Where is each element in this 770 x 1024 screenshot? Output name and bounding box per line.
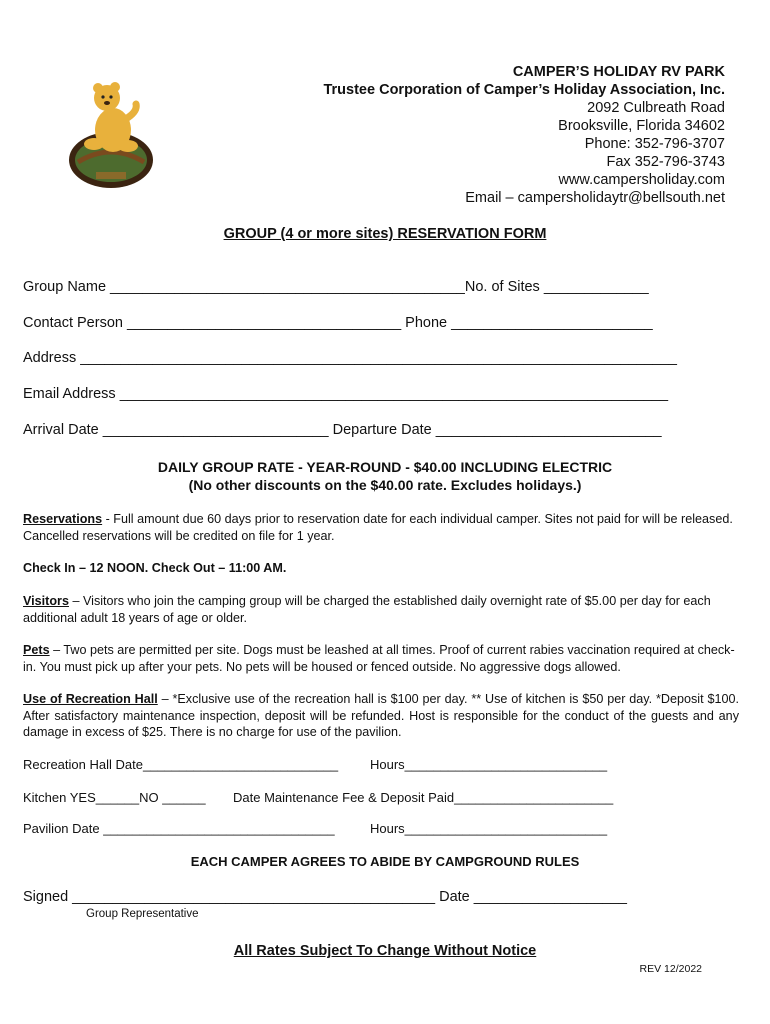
group-name-field[interactable]: Group Name ____________________________________________No. of Sites _____________: [23, 279, 649, 295]
phone-number: Phone: 352-796-3707: [584, 136, 725, 152]
visitors-policy: [23, 593, 739, 626]
form-title: GROUP (4 or more sites) RESERVATION FORM: [223, 226, 547, 242]
revision-label: REV 12/2022: [639, 963, 702, 975]
reservations-text: - Full amount due 60 days prior to reservation date for each individual camper. Sites not paid for will be released. Cancelled reservations will be credited on file for 1 year.: [23, 512, 733, 543]
maintenance-fee-field[interactable]: Date Maintenance Fee & Deposit Paid______________________: [233, 790, 614, 805]
contact-person-field[interactable]: Contact Person __________________________________ Phone _________________________: [23, 315, 653, 331]
pets-text: – Two pets are permitted per site. Dogs must be leashed at all times. Proof of current rabies vaccination required at check-in. You must pick up after your pets. No pets will be housed or fenced outside. No aggressive dogs allowed.: [23, 643, 735, 674]
fax-number: Fax 352-796-3743: [606, 154, 725, 170]
recreation-hall-date-field[interactable]: Recreation Hall Date___________________________: [23, 757, 339, 772]
pets-policy: [23, 642, 739, 675]
recreation-hall-policy: [23, 691, 739, 741]
visitors-heading: Visitors: [23, 594, 69, 608]
address-field[interactable]: Address __________________________________________________________________________: [23, 350, 677, 366]
kitchen-field[interactable]: Kitchen YES______NO ______: [23, 790, 206, 805]
pavilion-hours-field[interactable]: Hours____________________________: [370, 821, 608, 836]
recreation-hall-hours-field[interactable]: Hours____________________________: [370, 757, 608, 772]
street-address: 2092 Culbreath Road: [587, 100, 725, 116]
pavilion-date-field[interactable]: Pavilion Date ________________________________: [23, 821, 335, 836]
city-address: Brooksville, Florida 34602: [558, 118, 725, 134]
recreation-hall-text: – *Exclusive use of the recreation hall is $100 per day. ** Use of kitchen is $50 per day. *Deposit $100. After satisfactory maintenance inspection, deposit will be refunded. Host is responsible for the conduct of the guests and any damage in excess of $25. There is no charge for use of the pavilion.: [23, 692, 739, 739]
group-representative-label: Group Representative: [86, 908, 199, 920]
daily-rate: DAILY GROUP RATE - YEAR-ROUND - $40.00 INCLUDING ELECTRIC: [157, 459, 613, 475]
reservations-heading: Reservations: [23, 512, 103, 526]
campground-rules-notice: EACH CAMPER AGREES TO ABIDE BY CAMPGROUND RULES: [190, 854, 580, 869]
trustee-name: Trustee Corporation of Camper’s Holiday Association, Inc.: [323, 82, 725, 98]
reservations-policy: [23, 511, 739, 544]
email-contact: Email – campersholidaytr@bellsouth.net: [465, 190, 725, 206]
website: www.campersholiday.com: [558, 172, 725, 188]
recreation-hall-heading: Use of Recreation Hall: [23, 692, 158, 706]
visitors-text: – Visitors who join the camping group will be charged the established daily overnight rate of $5.00 per day for each additional adult 18 years of age or older.: [23, 594, 711, 625]
pets-heading: Pets: [23, 643, 50, 657]
park-name: CAMPER’S HOLIDAY RV PARK: [512, 64, 725, 80]
rates-notice: All Rates Subject To Change Without Notice: [233, 943, 537, 959]
checkin-times: Check In – 12 NOON. Check Out – 11:00 AM.: [23, 561, 287, 575]
bear-logo-icon: [66, 82, 156, 190]
email-address-field[interactable]: Email Address ____________________________________________________________________: [23, 386, 669, 402]
signature-field[interactable]: Signed _____________________________________________ Date ___________________: [23, 889, 627, 905]
rate-note: (No other discounts on the $40.00 rate. Excludes holidays.): [188, 477, 582, 493]
arrival-departure-field[interactable]: Arrival Date ____________________________ Departure Date ____________________________: [23, 422, 662, 438]
park-header: [323, 63, 725, 207]
